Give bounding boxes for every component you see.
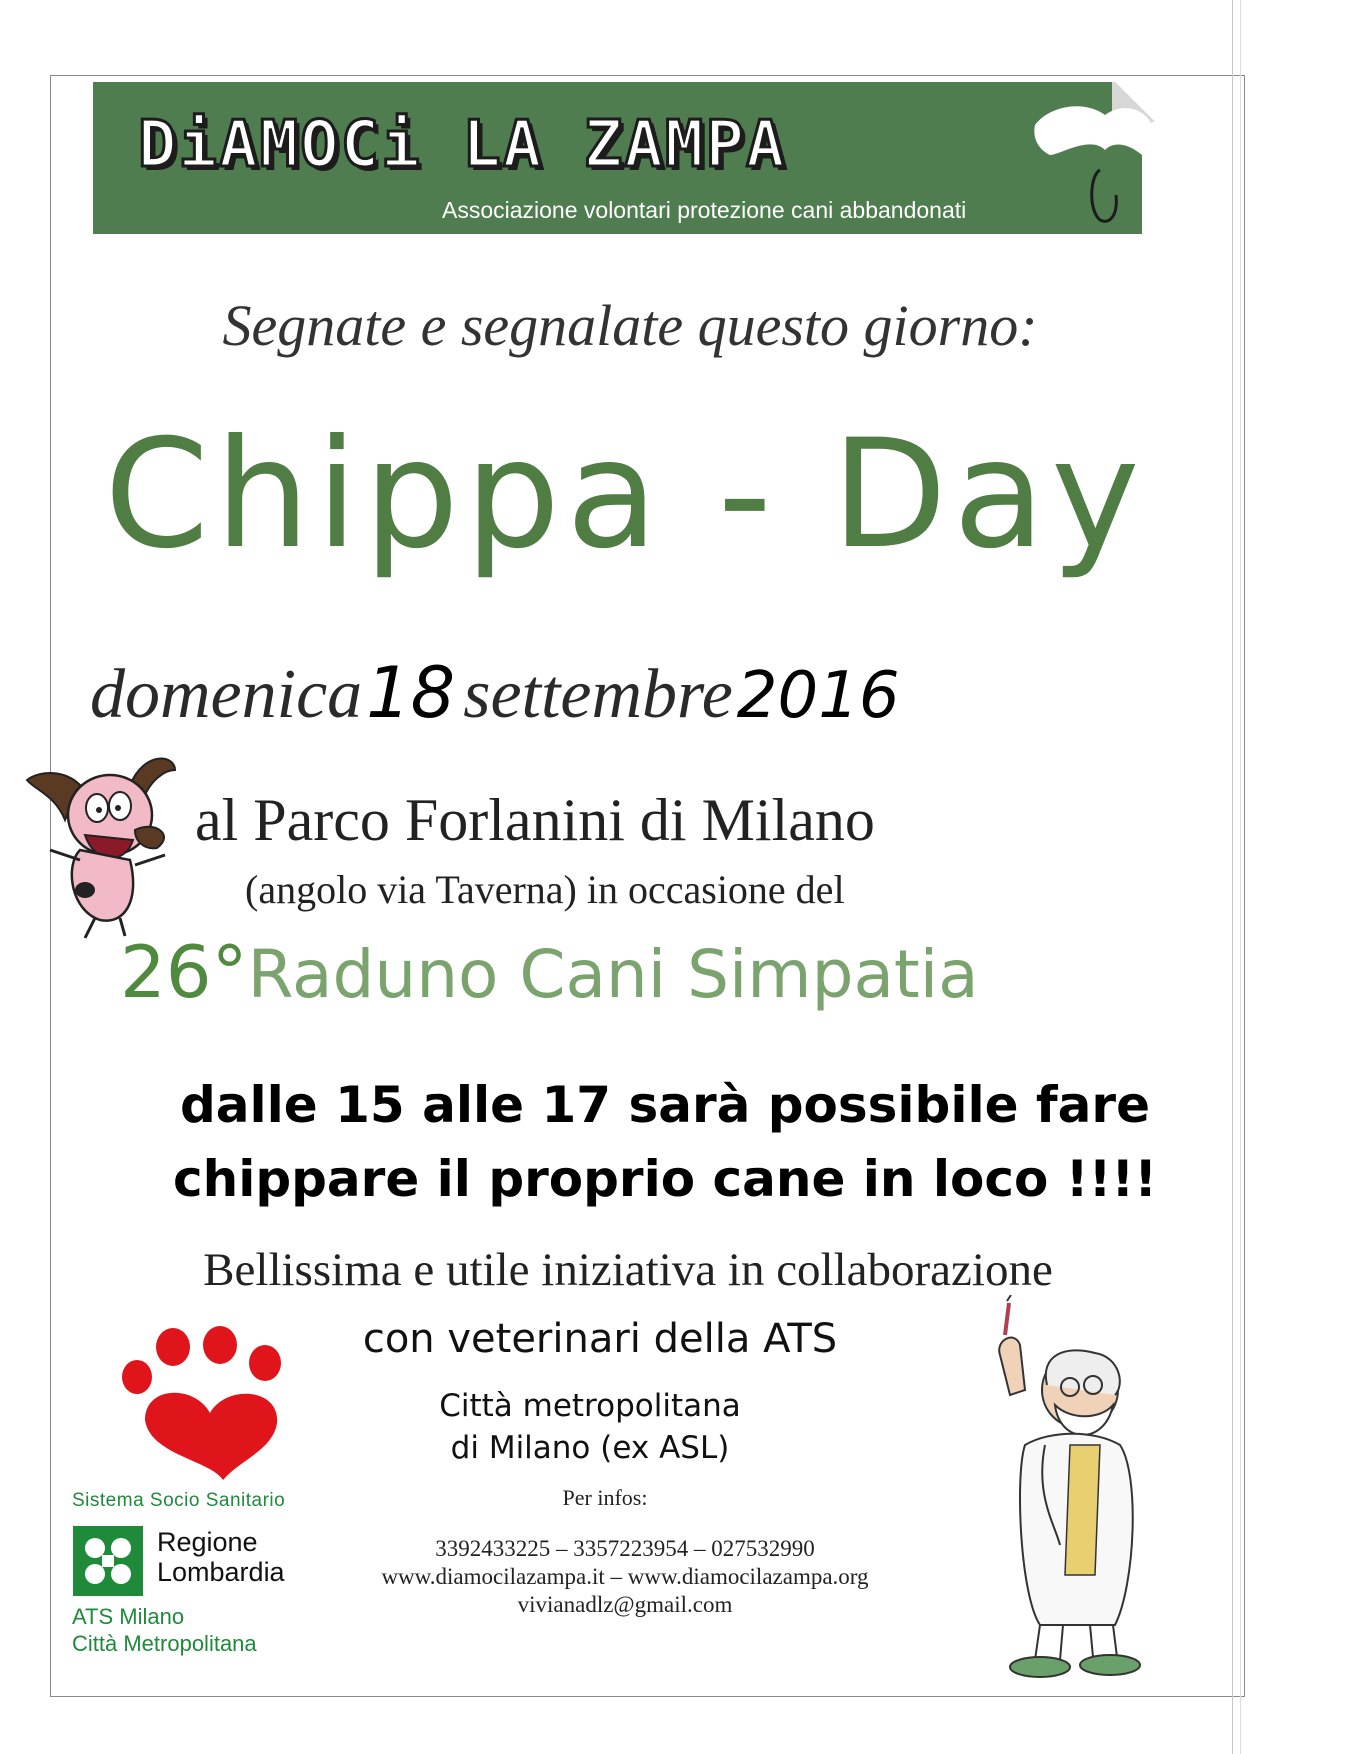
highlight-line-1: dalle 15 alle 17 sarà possibile fare (180, 1076, 1150, 1134)
regione-lombardia-logo-icon (73, 1526, 143, 1596)
dog-ear-logo-icon (1030, 95, 1160, 240)
ats-line-2: Città Metropolitana (72, 1631, 257, 1656)
date-day: 18 (366, 652, 456, 734)
raduno-text: Raduno Cani Simpatia (247, 936, 979, 1013)
location-sub: (angolo via Taverna) in occasione del (245, 867, 845, 912)
contact-phones: 3392433225 – 3357223954 – 027532990 (435, 1536, 815, 1561)
page-edge (1232, 0, 1233, 1754)
ats-milano-label (72, 1603, 372, 1657)
highlight-line-2: chippare il proprio cane in loco !!!! (172, 1150, 1158, 1208)
date-month: settembre (463, 656, 733, 733)
region-line-1: Regione (157, 1527, 258, 1557)
regione-lombardia-name (157, 1527, 357, 1587)
event-date (90, 652, 1160, 735)
collaboration-line-1: Bellissima e utile iniziativa in collaborazione (203, 1244, 1053, 1296)
headline: Segnate e segnalate questo giorno: (222, 293, 1038, 358)
paw-heart-icon (115, 1325, 295, 1485)
raduno-number: 26° (120, 930, 248, 1014)
organization-name: DiAMOCi LA ZAMPA (138, 108, 787, 182)
highlight-text (115, 1068, 1215, 1216)
date-weekday: domenica (90, 656, 363, 733)
collaboration-line-2: con veterinari della ATS (362, 1316, 838, 1362)
veterinarian-illustration (985, 1295, 1150, 1685)
page-edge-outer (1240, 0, 1241, 1754)
contacts-label: Per infos: (562, 1485, 648, 1510)
region-line-2: Lombardia (157, 1557, 285, 1587)
contact-email[interactable]: vivianadlz@gmail.com (517, 1592, 733, 1617)
cartoon-dog-illustration (25, 740, 195, 940)
contact-websites[interactable]: www.diamocilazampa.it – www.diamocilazampa.org (381, 1564, 869, 1589)
citta-line-1: Città metropolitana (439, 1388, 741, 1424)
location-main: al Parco Forlanini di Milano (195, 787, 875, 853)
ats-line-1: ATS Milano (72, 1604, 185, 1629)
date-year: 2016 (736, 659, 900, 733)
event-title: Chippa - Day (104, 408, 1146, 582)
contacts-block (340, 1535, 910, 1619)
raduno-title (120, 930, 1170, 1014)
citta-line-2: di Milano (ex ASL) (450, 1430, 730, 1466)
organization-subtitle: Associazione volontari protezione cani abbandonati (442, 197, 967, 223)
sistema-socio-sanitario-label: Sistema Socio Sanitario (72, 1490, 286, 1511)
citta-metropolitana (390, 1385, 790, 1469)
